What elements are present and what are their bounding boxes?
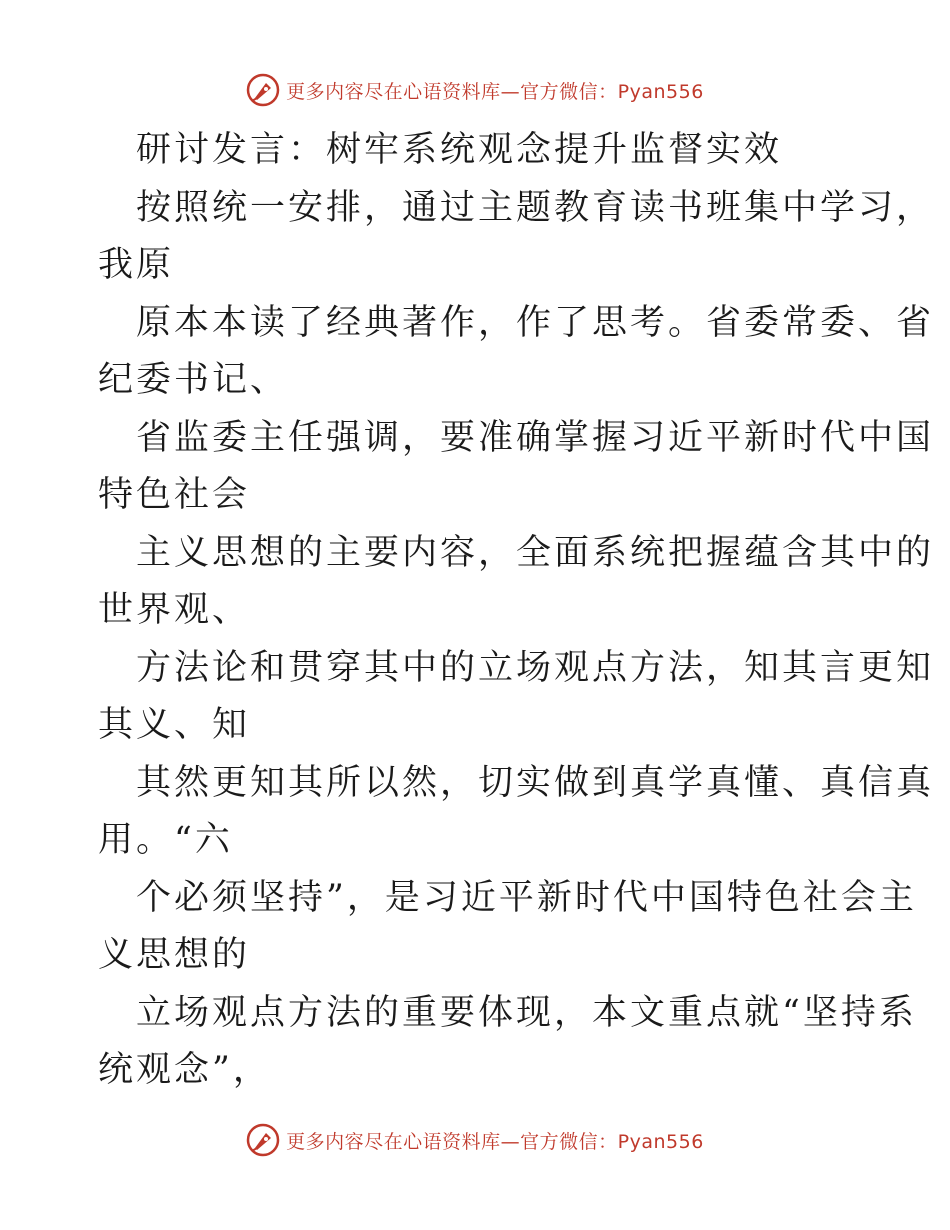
banner-text: 更多内容尽在心语资料库—官方微信：Pyan556 [286, 1130, 704, 1153]
pen-nib-icon [246, 1123, 280, 1157]
text-line: 其义、知 [98, 705, 251, 745]
text-line: 方法论和贯穿其中的立场观点方法，知其言更知 [136, 647, 935, 688]
footer-banner [0, 1120, 950, 1160]
text-line: 世界观、 [98, 590, 251, 630]
text-line: 纪委书记、 [98, 360, 289, 400]
text-line: 我原 [98, 245, 175, 285]
text-line: 主义思想的主要内容，全面系统把握蕴含其中的 [136, 532, 935, 573]
text-line: 统观念”， [98, 1050, 271, 1090]
text-line: 研讨发言：树牢系统观念提升监督实效 [136, 130, 783, 170]
text-line: 其然更知其所以然，切实做到真学真懂、真信真 [136, 762, 935, 803]
pen-nib-icon [246, 73, 280, 107]
text-line: 省监委主任强调，要准确掌握习近平新时代中国 [136, 417, 935, 458]
text-line: 特色社会 [98, 475, 251, 515]
text-line: 立场观点方法的重要体现，本文重点就“坚持系 [136, 992, 917, 1033]
text-line: 按照统一安排，通过主题教育读书班集中学习， [136, 187, 935, 228]
header-banner [0, 70, 950, 110]
text-line: 个必须坚持”，是习近平新时代中国特色社会主 [136, 877, 917, 918]
text-line: 义思想的 [98, 935, 251, 975]
banner-text: 更多内容尽在心语资料库—官方微信：Pyan556 [286, 80, 704, 103]
document-body [98, 122, 935, 1100]
text-line: 原本本读了经典著作，作了思考。省委常委、省 [136, 302, 935, 343]
text-line: 用。“六 [98, 820, 233, 860]
